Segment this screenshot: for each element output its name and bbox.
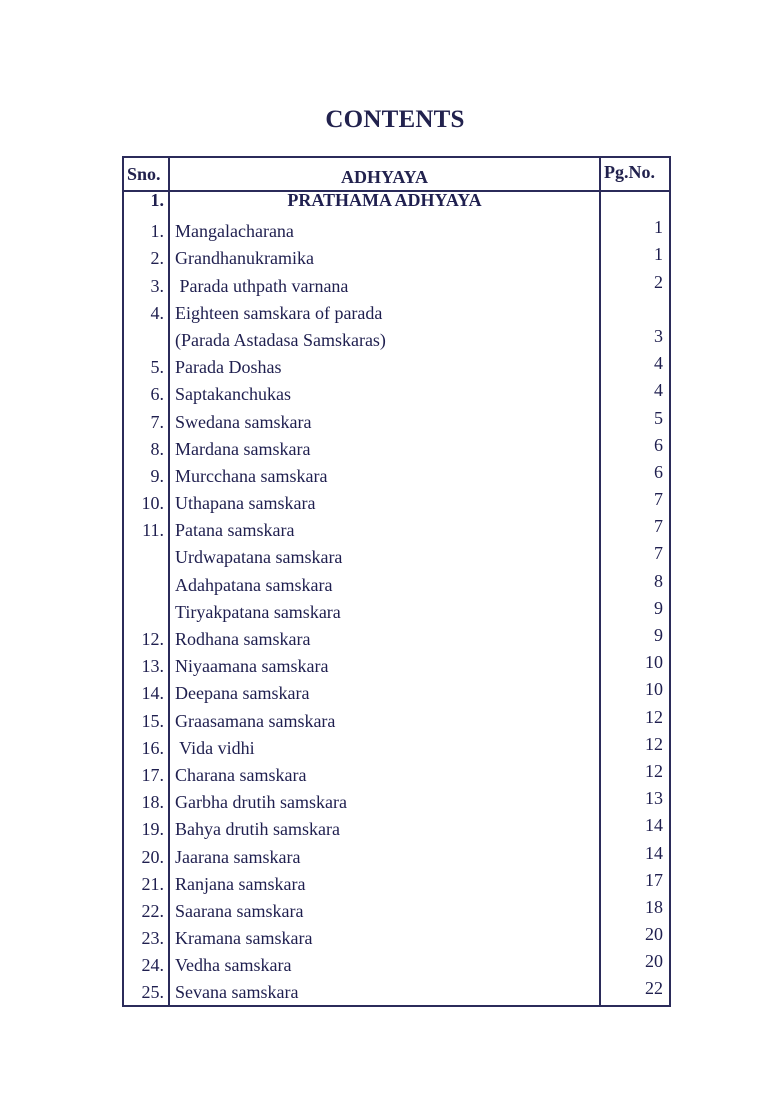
row-sno: 15.	[141, 710, 164, 731]
table-row	[124, 570, 669, 600]
row-sno: 13.	[141, 656, 164, 677]
row-title: Vida vidhi	[175, 737, 255, 758]
row-sno: 25.	[141, 982, 164, 1003]
row-title: Rodhana samskara	[175, 629, 311, 649]
row-title: Uthapana samskara	[175, 493, 316, 514]
row-sno: 23.	[141, 928, 164, 949]
row-title: Murcchana samskara	[175, 465, 328, 486]
table-row	[124, 869, 669, 899]
row-title: Mardana samskara	[175, 438, 311, 459]
table-header	[124, 158, 669, 192]
row-title: Adahpatana samskara	[175, 574, 333, 595]
table-row	[124, 733, 669, 763]
header-sno: Sno.	[127, 164, 161, 184]
row-page-number: 9	[654, 597, 663, 618]
row-sno: 10.	[141, 493, 164, 514]
row-title: Jaarana samskara	[175, 846, 301, 867]
table-row	[124, 301, 669, 328]
table-row	[124, 219, 669, 246]
row-page-number: 7	[654, 543, 663, 564]
row-title: Mangalacharana	[175, 221, 294, 242]
table-row	[124, 246, 669, 273]
row-sno: 1.	[150, 190, 164, 210]
table-row	[124, 842, 669, 872]
row-title: Garbha drutih samskara	[175, 792, 347, 813]
row-sno: 14.	[141, 683, 164, 704]
row-sno: 4.	[150, 302, 164, 323]
row-title: PRATHAMA ADHYAYA	[287, 190, 482, 210]
row-page-number: 6	[654, 461, 663, 482]
row-sno: 11.	[142, 520, 164, 541]
header-adhyaya: ADHYAYA	[340, 167, 429, 187]
row-page-number: 6	[654, 434, 663, 455]
row-sno: 12.	[141, 629, 164, 649]
row-page-number: 7	[654, 516, 663, 537]
row-page-number: 14	[645, 815, 663, 836]
row-sno: 18.	[141, 792, 164, 813]
table-row	[124, 681, 669, 708]
page-title: CONTENTS	[325, 106, 465, 133]
row-title: Sevana samskara	[175, 982, 299, 1003]
row-page-number: 18	[645, 896, 663, 917]
table-row	[124, 434, 669, 464]
table-row	[124, 597, 669, 627]
row-title: Grandhanukramika	[175, 248, 314, 269]
row-title: Deepana samskara	[175, 683, 310, 704]
row-sno: 7.	[150, 411, 164, 432]
row-page-number: 3	[654, 325, 663, 346]
row-title: Parada uthpath varnana	[175, 275, 349, 296]
section-heading-row	[124, 192, 669, 219]
row-page-number: 1	[654, 244, 663, 265]
row-sno: 8.	[150, 438, 164, 459]
table-row	[124, 355, 669, 382]
row-sno: 2.	[150, 248, 164, 269]
row-page-number: 10	[645, 652, 663, 673]
table-row	[124, 491, 669, 518]
row-page-number: 9	[654, 625, 663, 645]
table-row	[124, 407, 669, 437]
row-title: Patana samskara	[175, 520, 295, 541]
table-row	[124, 382, 669, 409]
row-page-number: 5	[654, 407, 663, 428]
row-sno: 19.	[141, 819, 164, 840]
row-title: Swedana samskara	[175, 411, 312, 432]
row-sno: 5.	[150, 357, 164, 378]
row-page-number: 8	[654, 570, 663, 591]
table-row	[124, 790, 669, 817]
row-page-number: 12	[645, 706, 663, 727]
table-row	[124, 271, 669, 301]
row-sno: 1.	[150, 221, 164, 242]
row-page-number: 20	[645, 924, 663, 945]
row-page-number: 12	[645, 733, 663, 754]
table-row	[124, 953, 669, 980]
row-title: (Parada Astadasa Samskaras)	[175, 329, 386, 350]
table-row	[124, 325, 669, 355]
row-title: Ranjana samskara	[175, 873, 306, 894]
table-row	[124, 926, 669, 953]
row-title: Vedha samskara	[175, 955, 292, 976]
header-pgno: Pg.No.	[604, 162, 655, 182]
row-title: Kramana samskara	[175, 928, 313, 949]
row-sno: 24.	[141, 955, 164, 976]
row-sno: 17.	[141, 764, 164, 785]
table-row	[124, 706, 669, 736]
table-row	[124, 518, 669, 545]
row-page-number: 14	[645, 842, 663, 863]
row-page-number: 12	[645, 760, 663, 781]
row-sno: 3.	[150, 275, 164, 296]
row-sno: 22.	[141, 900, 164, 921]
row-title: Charana samskara	[175, 764, 307, 785]
row-page-number: 22	[645, 978, 663, 999]
row-page-number: 4	[654, 380, 663, 401]
table-row	[124, 760, 669, 790]
row-title: Eighteen samskara of parada	[175, 302, 383, 323]
row-page-number: 1	[654, 217, 663, 238]
table-row	[124, 980, 669, 1007]
table-row	[124, 654, 669, 681]
table-body	[124, 192, 669, 1008]
row-page-number: 2	[654, 271, 663, 292]
row-title: Bahya drutih samskara	[175, 819, 340, 840]
table-row	[124, 817, 669, 844]
row-sno: 20.	[141, 846, 164, 867]
row-page-number: 20	[645, 951, 663, 972]
row-title: Graasamana samskara	[175, 710, 336, 731]
row-sno: 21.	[141, 873, 164, 894]
row-title: Parada Doshas	[175, 357, 282, 378]
row-page-number: 17	[645, 869, 663, 890]
table-row	[124, 461, 669, 491]
row-sno: 16.	[141, 737, 164, 758]
table-row	[124, 627, 669, 654]
row-title: Niyaamana samskara	[175, 656, 329, 677]
row-sno: 9.	[150, 465, 164, 486]
row-title: Urdwapatana samskara	[175, 547, 343, 568]
row-page-number: 7	[654, 489, 663, 510]
row-page-number: 4	[654, 353, 663, 374]
row-page-number: 13	[645, 788, 663, 809]
row-page-number: 10	[645, 679, 663, 700]
row-title: Saarana samskara	[175, 900, 304, 921]
table-row	[124, 896, 669, 926]
row-sno: 6.	[150, 384, 164, 405]
table-row	[124, 545, 669, 572]
row-title: Saptakanchukas	[175, 384, 291, 405]
row-title: Tiryakpatana samskara	[175, 601, 341, 622]
contents-table	[122, 156, 671, 1007]
